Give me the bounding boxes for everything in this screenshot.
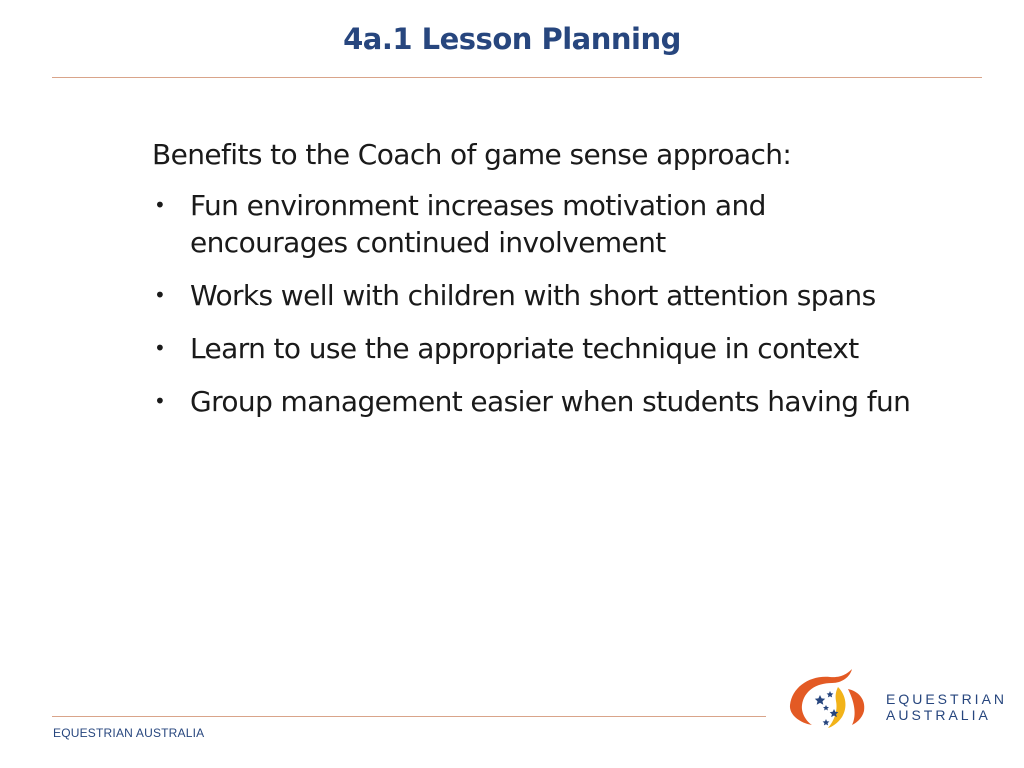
logo-wordmark xyxy=(886,691,1007,723)
logo-icon xyxy=(786,665,870,733)
bullet-text: Fun environment increases motivation and encourages continued involvement xyxy=(190,189,766,259)
bullet-item xyxy=(152,277,912,314)
slide-content xyxy=(152,136,912,436)
equestrian-australia-logo xyxy=(786,665,1008,733)
bullet-icon: • xyxy=(154,389,166,413)
bullet-text: Works well with children with short attention spans xyxy=(190,279,876,312)
bullet-text: Group management easier when students having fun xyxy=(190,385,911,418)
footer-divider xyxy=(52,716,766,717)
bullet-icon: • xyxy=(154,193,166,217)
bullet-list xyxy=(152,187,912,420)
bullet-icon: • xyxy=(154,336,166,360)
bullet-text: Learn to use the appropriate technique in context xyxy=(190,332,859,365)
slide-title: 4a.1 Lesson Planning xyxy=(343,22,681,56)
logo-line-2: AUSTRALIA xyxy=(886,707,991,723)
logo-line-1: EQUESTRIAN xyxy=(886,691,1008,707)
bullet-item xyxy=(152,330,912,367)
bullet-item xyxy=(152,187,912,261)
intro-text: Benefits to the Coach of game sense approach: xyxy=(152,138,792,171)
logo-swoosh-orange-tail xyxy=(848,689,864,725)
footer-text: EQUESTRIAN AUSTRALIA xyxy=(53,726,205,740)
bullet-item xyxy=(152,383,912,420)
bullet-icon: • xyxy=(154,283,166,307)
title-divider xyxy=(52,77,982,78)
